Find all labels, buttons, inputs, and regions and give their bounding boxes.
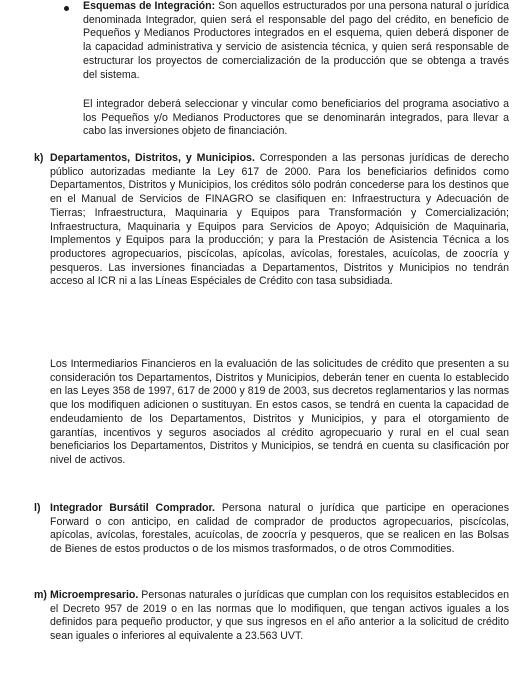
item-k-followup-paragraph — [50, 358, 509, 468]
item-m-paragraph — [50, 589, 509, 644]
item-l-paragraph — [50, 502, 509, 557]
item-l-term: Integrador Bursátil Comprador. — [50, 502, 215, 514]
item-marker-k: k) — [34, 152, 44, 164]
item-m-text: Personas naturales o jurídicas que cumplan con los requisitos establecidos en el Decreto 957 de 2019 o en las normas que lo modifiquen, que tengan activos iguales a los definidos para pequeño productor, y que sus ingresos en el año anterior a la solicitud de crédito sean iguales o inferiores al equivalente a 23.563 UVT. — [50, 589, 509, 643]
item-k-followup: Los Intermediarios Financieros en la evaluación de las solicitudes de crédito que presenten a su consideración tos Departamentos, Distritos y Municipios, deberán tener en cuenta lo establecido en las Leyes 358 de 1997, 617 de 2000 y 819 de 2003, sus decretos reglamentarios y las normas que los modifiquen adicionen o sustituyan. En estos casos, se tendrá en cuenta la capacidad de endeudamiento de los Departamentos, Distritos y Municipios, y para el otorgamiento de garantías, incentivos y seguros asociados al crédito agropecuario y rural en el cual sean beneficiarios los Departamentos, Distritos y Municipios, se tendrá en cuenta su clasificación por nivel de activos. — [50, 358, 509, 466]
bullet-term: Esquemas de Integración: — [83, 0, 216, 12]
item-k-term: Departamentos, Distritos, y Municipios. — [50, 152, 255, 164]
bullet-dot-icon — [64, 6, 69, 11]
item-l-text: Persona natural o jurídica que participe en operaciones Forward o con anticipo, en calidad de comprador de productos agropecuarios, piscícolas, apícolas, avícolas, forestales, acuícolas, de zoocría y pesqueros, que se realicen en las Bolsas de Bienes de estos productos o de los mismos trasformados, o de otros Commodities. — [50, 502, 509, 556]
bullet-text: Son aquellos estructurados por una persona natural o jurídica denominada Integrador, quien será el responsable del pago del crédito, en beneficio de Pequeños y Medianos Productores integrados en el esquema, quien deberá disponer de la capacidad administrativa y servicio de asistencia técnica, y quien será responsable de estructurar los proyectos de comercialización de la producción que se obtenga a través del sistema. — [83, 0, 509, 81]
item-k-paragraph — [50, 152, 509, 289]
bullet-followup: El integrador deberá seleccionar y vincular como beneficiarios del programa asociativo a los Pequeños y/o Medianos Productores que se denominarán integrados, para llevar a cabo las inversiones objeto de financiación. — [83, 98, 509, 138]
bullet-paragraph — [83, 0, 509, 82]
item-marker-l: l) — [34, 502, 41, 514]
bullet-followup-paragraph — [83, 98, 509, 139]
item-m-term: Microempresario. — [50, 589, 139, 601]
item-k-text: Corresponden a las personas jurídicas de derecho público autorizadas mediante la Ley 617 de 2000. Para los beneficiarios definidos como Departamentos, Distritos y Municipios, los créditos sólo podrán concederse para los destinos que en el Manual de Servicios de FINAGRO se clasifiquen en: Infraestructura y Adecuación de Tierras; Infraestructura, Maquinaria y Equipos para Transformación y Comercialización; Infraestructura, Maquinaria y Equipos para Servicios de Apoyo; Adquisición de Maquinaria, Implementos y Equipos para la producción; y para la Prestación de Asistencia Técnica a los productores agropecuarios, piscícolas, apícolas, avícolas, forestales, acuícolas, de zoocría y pesqueros. Las inversiones financiadas a Departamentos, Distritos y Municipios no tendrán acceso al ICR ni a las Líneas Espéciales de Crédito con tasa subsidiada. — [50, 152, 509, 288]
item-marker-m: m) — [34, 589, 47, 601]
